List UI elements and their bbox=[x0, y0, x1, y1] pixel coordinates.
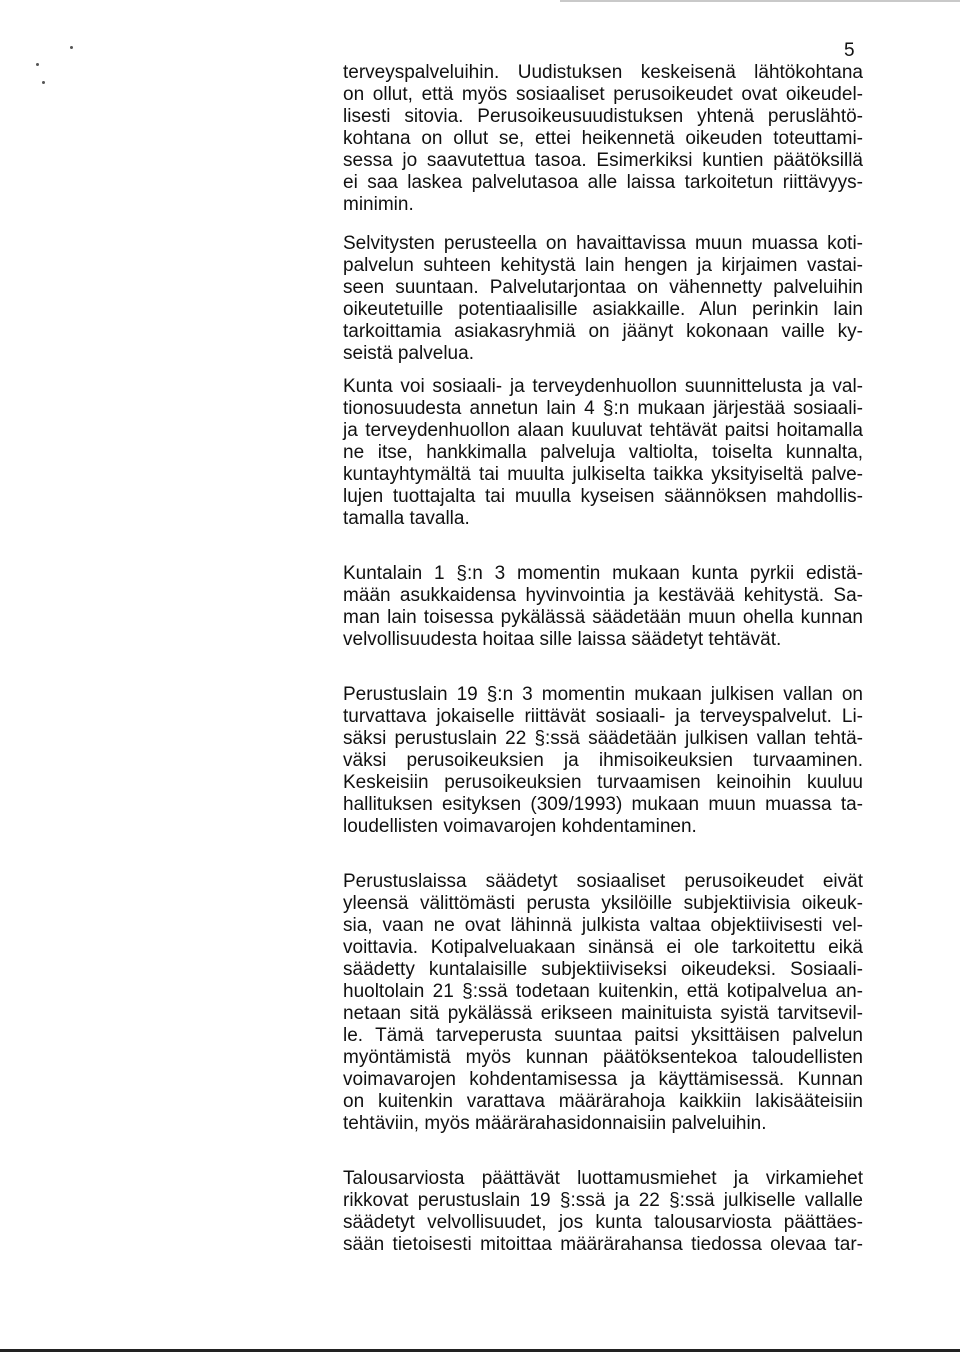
paragraph-5 bbox=[343, 684, 863, 838]
text-line: säädetty kuntalaisille subjektiiviseksi oikeudeksi. Sosiaali- bbox=[343, 959, 863, 980]
text-line: ja terveydenhuollon alaan kuuluvat tehtävät paitsi hoitamalla bbox=[343, 420, 863, 441]
text-line: voittavia. Kotipalveluakaan sinänsä ei ole tarkoitettu eikä bbox=[343, 937, 863, 958]
text-line: säädetyt velvollisuudet, jos kunta talousarviosta päättäes- bbox=[343, 1212, 863, 1233]
text-line: säksi perustuslain 22 §:ssä säädetään julkisen vallan tehtä- bbox=[343, 728, 863, 749]
text-line: Perustuslaissa säädetyt sosiaaliset perusoikeudet eivät bbox=[343, 871, 863, 892]
scan-speck bbox=[42, 81, 45, 84]
text-line: huoltolain 21 §:ssä todetaan kuitenkin, että kotipalvelua an- bbox=[343, 981, 863, 1002]
text-line: ne itse, hankkimalla palveluja valtiolta, toiselta kunnalta, bbox=[343, 442, 863, 463]
text-line: sessa jo saavutettua tasoa. Esimerkiksi kuntien päätöksillä bbox=[343, 150, 863, 171]
text-line: tehtäviin, myös määrärahasidonnaisiin palveluihin. bbox=[343, 1113, 767, 1134]
text-line: ei saa laskea palvelutasoa alle laissa tarkoitetun riittävyys- bbox=[343, 172, 863, 193]
text-line: Talousarviosta päättävät luottamusmiehet ja virkamiehet bbox=[343, 1168, 863, 1189]
paragraph-7 bbox=[343, 1168, 863, 1256]
text-line: on kuitenkin varattava määrärahoja kaikkiin lakisääteisiin bbox=[343, 1091, 863, 1112]
paragraph-1 bbox=[343, 62, 863, 216]
text-line: terveyspalveluihin. Uudistuksen keskeisenä lähtökohtana bbox=[343, 62, 863, 83]
text-line: hallituksen esityksen (309/1993) mukaan muun muassa ta- bbox=[343, 794, 863, 815]
text-line: sia, vaan ne ovat lähinnä julkista valtaa objektiivisesti vel- bbox=[343, 915, 863, 936]
page-number: 5 bbox=[844, 40, 855, 61]
scan-top-edge bbox=[560, 0, 960, 2]
text-line: velvollisuudesta hoitaa sille laissa säädetyt tehtävät. bbox=[343, 629, 782, 650]
text-line: kuntayhtymältä tai muulta julkiselta taikka yksityiseltä palve- bbox=[343, 464, 863, 485]
text-line: tamalla tavalla. bbox=[343, 508, 470, 529]
text-line: man lain toisessa pykälässä säädetään muun ohella kunnan bbox=[343, 607, 863, 628]
text-line: Kuntalain 1 §:n 3 momentin mukaan kunta pyrkii edistä- bbox=[343, 563, 863, 584]
text-line: on ollut, että myös sosiaaliset perusoikeudet ovat oikeudel- bbox=[343, 84, 863, 105]
text-line: Kunta voi sosiaali- ja terveydenhuollon suunnittelusta ja val- bbox=[343, 376, 863, 397]
text-line: rikkovat perustuslain 19 §:ssä ja 22 §:ssä julkiselle vallalle bbox=[343, 1190, 863, 1211]
text-line: netaan sitä pykälässä erikseen mainituista syistä tarvitsevil- bbox=[343, 1003, 863, 1024]
scan-bottom-edge bbox=[0, 1349, 960, 1352]
text-line: mään asukkaidensa hyvinvointia ja kestävää kehitystä. Sa- bbox=[343, 585, 863, 606]
text-line: väksi perusoikeuksien ja ihmisoikeuksien turvaaminen. bbox=[343, 750, 863, 771]
text-line: seistä palvelua. bbox=[343, 343, 474, 364]
text-line: tionosuudesta annetun lain 4 §:n mukaan järjestää sosiaali- bbox=[343, 398, 863, 419]
text-line: Keskeisiin perusoikeuksien turvaamisen keinoihin kuuluu bbox=[343, 772, 863, 793]
text-line: oikeutetuille potentiaalisille asiakkaille. Alun perinkin lain bbox=[343, 299, 863, 320]
text-line: Selvitysten perusteella on havaittavissa muun muassa koti- bbox=[343, 233, 863, 254]
text-line: tarkoittamia asiakasryhmiä on jäänyt kokonaan vaille ky- bbox=[343, 321, 863, 342]
paragraph-6 bbox=[343, 871, 863, 1135]
paragraph-3 bbox=[343, 376, 863, 530]
text-line: palvelun suhteen kehitystä lain hengen ja kirjaimen vastai- bbox=[343, 255, 863, 276]
paragraph-4 bbox=[343, 563, 863, 651]
text-column bbox=[343, 62, 863, 1256]
text-line: minimin. bbox=[343, 194, 414, 215]
text-line: loudellisten voimavarojen kohdentaminen. bbox=[343, 816, 697, 837]
scan-speck bbox=[36, 63, 39, 66]
text-line: voimavarojen kohdentamisessa ja käyttämisessä. Kunnan bbox=[343, 1069, 863, 1090]
text-line: sään tietoisesti mitoittaa määrärahansa tiedossa olevaa tar- bbox=[343, 1234, 863, 1255]
text-line: yleensä välittömästi perusta yksilöille subjektiivisia oikeuk- bbox=[343, 893, 863, 914]
text-line: lisesti sitovia. Perusoikeusuudistuksen yhtenä peruslähtö- bbox=[343, 106, 863, 127]
text-line: turvattava jokaiselle riittävät sosiaali- ja terveyspalvelut. Li- bbox=[343, 706, 863, 727]
scan-speck bbox=[70, 46, 73, 49]
text-line: myöntämistä myös kunnan päätöksentekoa taloudellisten bbox=[343, 1047, 863, 1068]
text-line: Perustuslain 19 §:n 3 momentin mukaan julkisen vallan on bbox=[343, 684, 863, 705]
paragraph-2 bbox=[343, 233, 863, 365]
text-line: lujen tuottajalta tai muulla kyseisen säännöksen mahdollis- bbox=[343, 486, 863, 507]
text-line: seen suuntaan. Palvelutarjontaa on vähennetty palveluihin bbox=[343, 277, 863, 298]
text-line: kohtana on ollut se, ettei heikennetä oikeuden toteuttami- bbox=[343, 128, 863, 149]
text-line: le. Tämä tarveperusta suuntaa paitsi yksittäisen palvelun bbox=[343, 1025, 863, 1046]
